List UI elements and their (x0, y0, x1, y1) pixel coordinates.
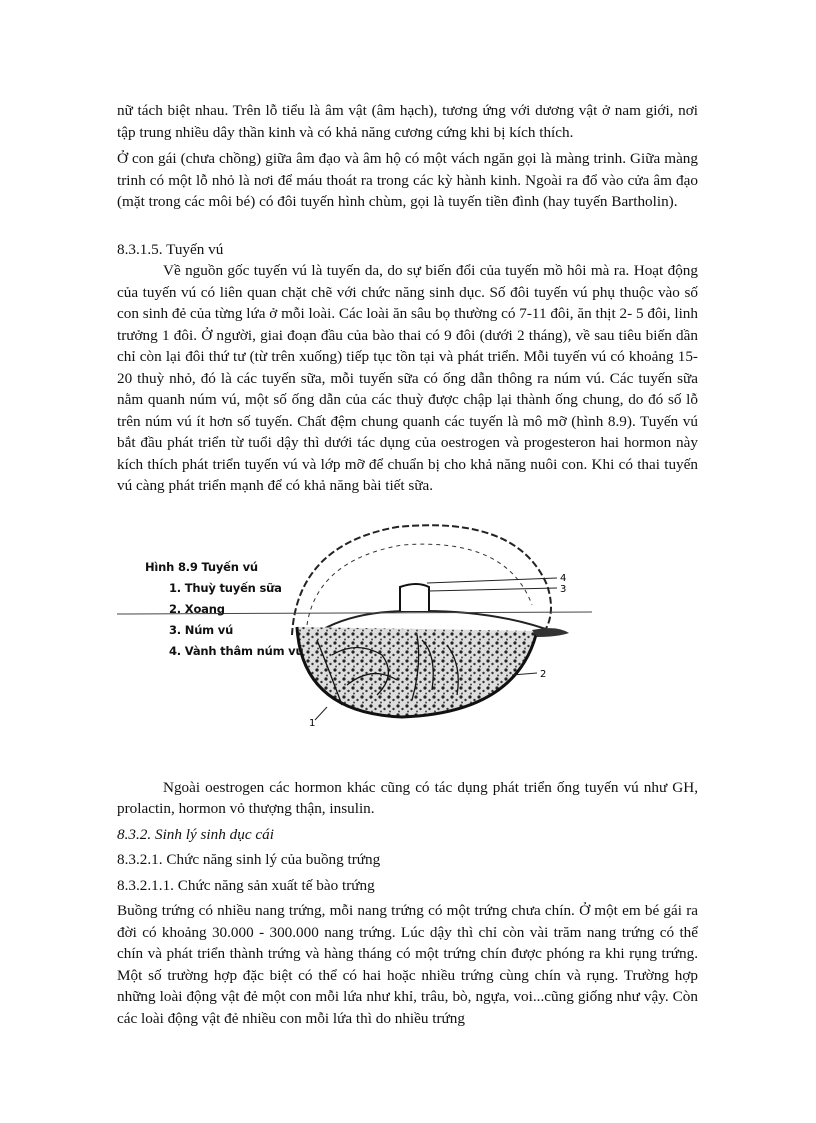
section-heading-8-3-2-1-1: 8.3.2.1.1. Chức năng sản xuất tế bào trứng (117, 876, 375, 894)
section-heading-8-3-2: 8.3.2. Sinh lý sinh dục cái (117, 825, 274, 843)
paragraph-2: Ở con gái (chưa chồng) giữa âm đạo và âm hộ có một vách ngăn gọi là màng trinh. Giữa màng trinh có một lỗ nhỏ là nơi để máu thoát ra trong các kỳ hành kinh. Ngoài ra đổ vào cửa âm đạo (mặt trong các môi bé) có đôi tuyến hình chùm, gọi là tuyến tiền đình (hay tuyến Bartholin). (117, 150, 698, 210)
figure-title: Hình 8.9 Tuyến vú (145, 559, 258, 574)
legend-item-4: 4. Vành thâm núm vú (169, 643, 304, 658)
section-heading-8-3-2-1: 8.3.2.1. Chức năng sinh lý của buồng trứng (117, 851, 381, 868)
paragraph-4: Ngoài oestrogen các hormon khác cũng có tác dụng phát triển ống tuyến vú như GH, prolactin, hormon vỏ thượng thận, insulin. (117, 778, 698, 817)
callout-3: 3 (560, 583, 567, 595)
callout-2: 2 (540, 668, 547, 680)
figure-8-9 (117, 515, 698, 728)
document-page (117, 100, 698, 1029)
figure-legend (145, 557, 303, 662)
section-heading-8-3-1-5: 8.3.1.5. Tuyến vú (117, 240, 224, 258)
callout-4: 4 (560, 572, 567, 584)
legend-item-1: 1. Thuỳ tuyến sữa (169, 580, 282, 595)
paragraph-3: Về nguồn gốc tuyến vú là tuyến da, do sự biến đổi của tuyến mồ hôi mà ra. Hoạt động của tuyến vú có liên quan chặt chẽ với chức năng sinh dục. Số đôi tuyến vú phụ thuộc vào số con sinh đẻ của từng lứa ở mỗi loài. Các loài ăn sâu bọ thường có 7-11 đôi, ăn thịt 2- 5 đôi, linh trưởng 1 đôi. Ở người, giai đoạn đầu của bào thai có 9 đôi (dưới 2 tháng), về sau tiêu biến dần chỉ còn lại đôi thứ tư (từ trên xuống) tiếp tục tồn tại và phát triển. Mỗi tuyến vú có khoảng 15- 20 thuỳ nhỏ, đó là các tuyến sữa, mỗi tuyến sữa có ống dẫn thông ra núm vú. Các tuyến sữa nằm quanh núm vú, một số ống dẫn của các thuỳ được chập lại thành ống chung, do đó số lỗ trên núm vú ít hơn số tuyến. Chất đệm chung quanh các tuyến là mô mỡ (hình 8.9). Tuyến vú bắt đầu phát triển từ tuổi dậy thì dưới tác dụng của oestrogen và progesteron hai hormon này kích thích phát triển tuyến vú và lớp mỡ để chuẩn bị cho khả năng nuôi con. Khi có thai tuyến vú càng phát triển mạnh để có khả năng bài tiết sữa. (117, 262, 698, 494)
paragraph-5: Buồng trứng có nhiều nang trứng, mỗi nang trứng có một trứng chưa chín. Ở một em bé gái ra đời có khoảng 30.000 - 300.000 nang trứng. Lúc dậy thì chỉ còn vài trăm nang trứng có thể chín và phát triển thành trứng và hàng tháng có một trứng chín được phóng ra khi rụng trứng. Một số trường hợp đặc biệt có thể có hai hoặc nhiều trứng cùng chín và rụng. Trường hợp những loài động vật đẻ một con mỗi lứa như khỉ, trâu, bò, ngựa, voi...cũng giống như vậy. Còn các loài động vật đẻ nhiều con mỗi lứa thì do nhiều trứng (117, 902, 698, 1027)
legend-item-2: 2. Xoang (169, 601, 225, 616)
paragraph-1: nữ tách biệt nhau. Trên lỗ tiểu là âm vật (âm hạch), tương ứng với dương vật ở nam giới, nơi tập trung nhiều dây thần kinh và có khả năng cương cứng khi bị kích thích. (117, 102, 698, 141)
legend-item-3: 3. Núm vú (169, 622, 234, 637)
callout-1: 1 (309, 717, 316, 728)
